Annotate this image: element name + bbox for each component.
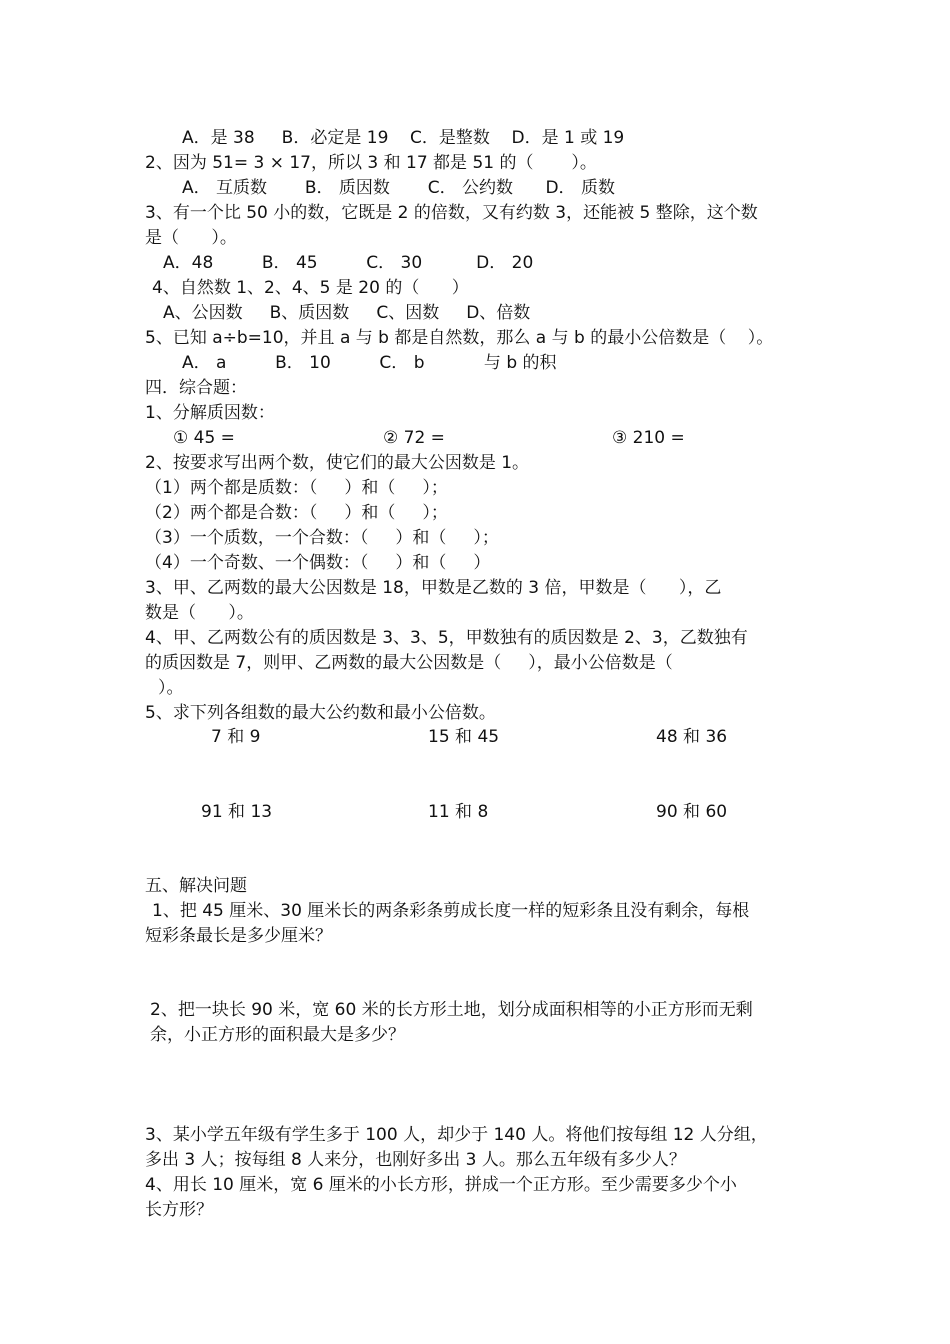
s4-q2-part-1: （1）两个都是质数：（ ）和（ ）； bbox=[145, 478, 448, 498]
s5-q1-text: 1、把 45 厘米、30 厘米长的两条彩条剪成长度一样的短彩条且没有剩余，每根 bbox=[152, 901, 750, 921]
number-pair: 48 和 36 bbox=[656, 727, 728, 747]
number-pair: 91 和 13 bbox=[201, 802, 273, 822]
q2-text: 2、因为 51= 3 × 17，所以 3 和 17 都是 51 的（ ）。 bbox=[145, 153, 597, 173]
section-5-heading: 五、解决问题 bbox=[145, 876, 247, 896]
s4-q1-text: 1、分解质因数： bbox=[145, 403, 275, 423]
s5-q4-text-cont: 长方形？ bbox=[145, 1200, 213, 1220]
q4-text: 4、自然数 1、2、4、5 是 20 的（ ） bbox=[152, 278, 469, 298]
s5-q2-text-cont: 余，小正方形的面积最大是多少？ bbox=[150, 1025, 405, 1045]
s4-q4-text-end: ）。 bbox=[158, 678, 184, 698]
s4-q2-part-4: （4）一个奇数、一个偶数：（ ）和（ ） bbox=[145, 553, 491, 573]
s4-q2-part-3: （3）一个质数，一个合数：（ ）和（ ）； bbox=[145, 528, 499, 548]
q3-text: 3、有一个比 50 小的数，它既是 2 的倍数，又有约数 3，还能被 5 整除，这个数 bbox=[145, 203, 758, 223]
s4-q2-text: 2、按要求写出两个数，使它们的最大公因数是 1。 bbox=[145, 453, 530, 473]
q3-text-cont: 是（ ）。 bbox=[145, 228, 237, 248]
s5-q3-text-cont: 多出 3 人；按每组 8 人来分，也刚好多出 3 人。那么五年级有多少人？ bbox=[145, 1150, 686, 1170]
q3-options: A．48 B． 45 C． 30 D． 20 bbox=[163, 253, 534, 273]
s4-q3-text: 3、甲、乙两数的最大公因数是 18，甲数是乙数的 3 倍，甲数是（ ），乙 bbox=[145, 578, 722, 598]
s4-q3-text-cont: 数是（ ）。 bbox=[145, 603, 254, 623]
number-pair: 15 和 45 bbox=[428, 727, 500, 747]
s4-q4-text-cont: 的质因数是 7，则甲、乙两数的最大公因数是（ ），最小公倍数是（ bbox=[145, 653, 673, 673]
number-pair: 11 和 8 bbox=[428, 802, 489, 822]
number-pair: 7 和 9 bbox=[211, 727, 261, 747]
q1-options: A．是 38 B．必定是 19 C．是整数 D．是 1 或 19 bbox=[182, 128, 625, 148]
s4-q2-part-2: （2）两个都是合数：（ ）和（ ）； bbox=[145, 503, 448, 523]
s5-q1-text-cont: 短彩条最长是多少厘米？ bbox=[145, 926, 332, 946]
s5-q2-text: 2、把一块长 90 米，宽 60 米的长方形土地，划分成面积相等的小正方形而无剩 bbox=[150, 1000, 753, 1020]
s4-q1-item-1: ① 45 = bbox=[173, 428, 235, 448]
q2-options: A． 互质数 B． 质因数 C． 公约数 D． 质数 bbox=[182, 178, 615, 198]
s4-q4-text: 4、甲、乙两数公有的质因数是 3、3、5，甲数独有的质因数是 2、3，乙数独有 bbox=[145, 628, 748, 648]
q5-text: 5、已知 a÷b=10，并且 a 与 b 都是自然数，那么 a 与 b 的最小公倍数是（ ）。 bbox=[145, 328, 774, 348]
s5-q4-text: 4、用长 10 厘米，宽 6 厘米的小长方形，拼成一个正方形。至少需要多少个小 bbox=[145, 1175, 737, 1195]
s4-q1-item-2: ② 72 = bbox=[383, 428, 445, 448]
s4-q1-item-3: ③ 210 = bbox=[612, 428, 685, 448]
number-pair: 90 和 60 bbox=[656, 802, 728, 822]
q5-options: A． a B． 10 C． b 与 b 的积 bbox=[182, 353, 557, 373]
section-4-heading: 四．综合题： bbox=[145, 378, 247, 398]
s4-q5-text: 5、求下列各组数的最大公约数和最小公倍数。 bbox=[145, 703, 496, 723]
s5-q3-text: 3、某小学五年级有学生多于 100 人，却少于 140 人。将他们按每组 12 人分组， bbox=[145, 1125, 768, 1145]
q4-options: A、公因数 B、质因数 C、因数 D、倍数 bbox=[163, 303, 531, 323]
